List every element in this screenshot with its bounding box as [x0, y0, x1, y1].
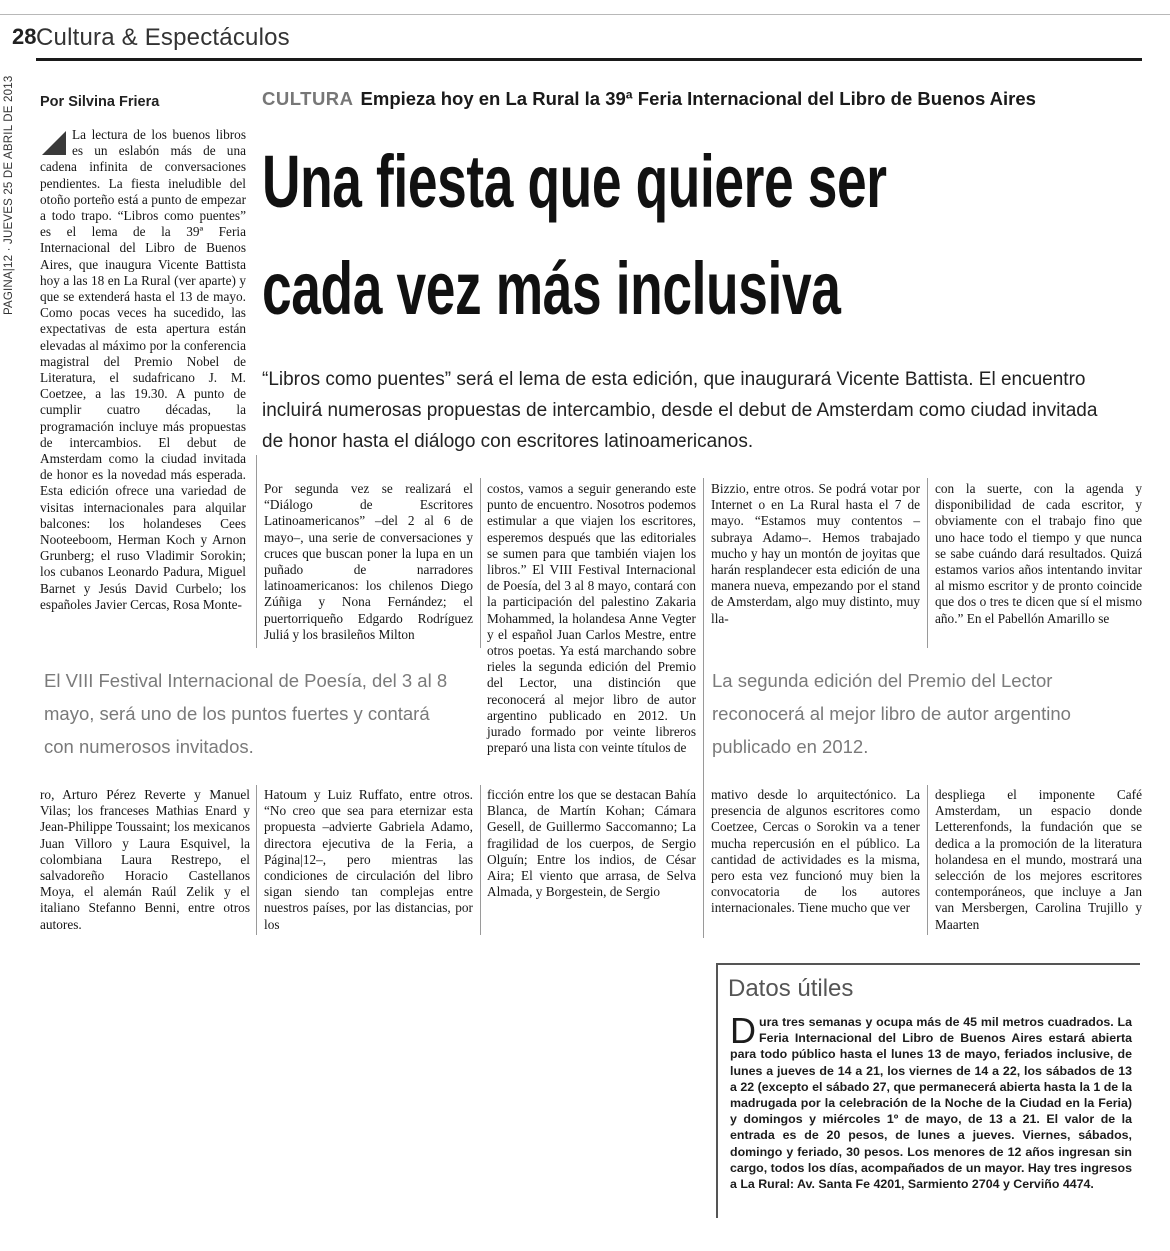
- body-column-2: Por segunda vez se realizará el “Diálogo de Escritores Latinoamericanos” –del 2 al 6 de mayo–, una serie de conversaciones y cruces que buscan poner la lupa en un puñado de narradores latinoamericanos: los chilenos Diego Zúñiga y Nona Fernández; el puertorriqueño Edgardo Rodríguez Juliá y los brasileños Milton: [264, 481, 473, 642]
- subheadline: “Libros como puentes” será el lema de esta edición, que inaugurará Vicente Battista. El encuentro incluirá numerosas propuestas de intercambio, desde el debut de Amsterdam como ciudad invitada de honor hasta el diálogo con escritores latinoamericanos.: [262, 369, 1098, 452]
- sidebar-left-border: [716, 963, 718, 1218]
- body-column-3-continued: ficción entre los que se destacan Bahía Blanca, de Martín Kohan; Cámara Gesell, de Guillermo Saccomanno; La fragilidad de los cuerpos, de Sergio Olguín; Entre los indios, de César Aira; El viento que arrasa, de Selva Almada, y Borgestein, de Sergio: [487, 787, 696, 900]
- body-column-1-continued: ro, Arturo Pérez Reverte y Manuel Vilas; los franceses Mathias Enard y Jean-Philippe Toussaint; los mexicanos Juan Villoro y Laura Esquivel, la colombiana Laura Restrepo, el salvadoreño Horacio Castellanos Moya, el alemán Raúl Zelik y el italiano Stefanno Benni, entre otros autores.: [40, 787, 250, 932]
- pull-quote-right: La segunda edición del Premio del Lector reconocerá al mejor libro de autor argentino publicado en 2012.: [712, 670, 1071, 757]
- sidebar-dropcap: D: [730, 1010, 756, 1051]
- column-rule: [256, 785, 257, 935]
- body-column-1: [40, 127, 246, 613]
- body-column-1-text: La lectura de los buenos libros es un eslabón más de una cadena infinita de conversaciones pendientes. La fiesta ineludible del otoño porteño está a punto de empezar a todo trapo. “Libros como puentes” es el lema de la 39ª Feria Internacional del Libro de Buenos Aires, que inaugura Vicente Battista hoy a las 18 en La Rural (ver aparte) y que se extenderá hasta el 13 de mayo. Como pocas veces ha sucedido, las expectativas de esta apertura están elevadas al máximo por la conferencia magistral del Premio Nobel de Literatura, el sudafricano J. M. Coetzee, a las 19.30. A punto de cumplir cuatro décadas, la programación incluye más propuestas de intercambios. El debut de Amsterdam como la ciudad invitada de honor es la novedad más esperada. Esta edición ofrece una variedad de visitas internacionales para alquilar balcones: los holandeses Cees Nooteeboom, Herman Koch y Arnon Grunberg; el ruso Vladimir Sorokin; los cubanos Leonardo Padura, Miguel Barnet y Jesús David Curbelo; los españoles Javier Cercas, Rosa Monte-: [40, 127, 246, 612]
- column-rule: [703, 478, 704, 938]
- header-rule: [36, 58, 1142, 61]
- column-rule: [927, 785, 928, 935]
- body-column-4: Bizzio, entre otros. Se podrá votar por Internet o en La Rural hasta el 7 de mayo. “Estamos muy contentos –subraya Adamo–. Hemos trabajado mucho y hay un montón de joyitas que harán resplandecer esta edición de una manera nueva, empezando por el stand de Amsterdam, algo muy distinto, muy lla-: [711, 481, 920, 626]
- triangle-mark-icon: [40, 130, 68, 156]
- body-column-3: costos, vamos a seguir generando este punto de encuentro. Nosotros podemos estimular a que viajen los escritores, esperemos después que las editoriales se sumen para que también viajen los libros.” El VIII Festival Internacional de Poesía, del 3 al 8 mayo, contará con la participación del palestino Zakaria Mohammed, la holandesa Anne Vegter y el español Juan Carlos Mestre, entre otros poetas. Ya está marchando sobre rieles la segunda edición del Premio del Lector, una distinción que reconocerá al mejor libro de autor argentino publicado en 2012. Un jurado formado por veinte libreros preparó una lista con veinte títulos de: [487, 481, 696, 756]
- sidebar-text: [730, 1010, 1132, 1192]
- page-number: 28: [12, 24, 37, 49]
- byline: Por Silvina Friera: [40, 94, 160, 110]
- pull-quote-left: El VIII Festival Internacional de Poesía, del 3 al 8 mayo, será uno de los puntos fuertes y contará con numerosos invitados.: [44, 670, 448, 757]
- kicker-text: Empieza hoy en La Rural la 39ª Feria Internacional del Libro de Buenos Aires: [360, 88, 1036, 109]
- section-name: Cultura & Espectáculos: [36, 24, 290, 51]
- column-rule: [927, 478, 928, 648]
- body-column-2-continued: Hatoum y Luiz Ruffato, entre otros. “No creo que sea para eternizar esta propuesta –advierte Gabriela Adamo, directora ejecutiva de la Feria, a Página|12–, pero mientras las condiciones de circulación del libro sigan siendo tan complejas entre nuestros países, por las distancias, por los: [264, 787, 473, 932]
- sidebar-title: Datos útiles: [728, 975, 854, 1002]
- dateline: PAGINA|12 · JUEVES 25 DE ABRIL DE 2013: [3, 75, 15, 315]
- headline: [262, 128, 896, 342]
- body-column-5: con la suerte, con la agenda y disponibilidad de cada escritor, y obviamente con el trabajo fino que uno hace todo el tiempo y que nunca se sabe cuándo dará resultados. Quizá estamos varios años intentando invitar al mismo escritor y de pronto coincide que dos o tres te dicen que sí el mismo año.” En el Pabellón Amarillo se: [935, 481, 1142, 626]
- body-column-4-continued: mativo desde lo arquitectónico. La presencia de algunos escritores como Coetzee, Cercas o Sorokin va a tener mucha repercusión en el público. La cantidad de actividades es la misma, pero esta vez funcionó muy bien la convocatoria de los autores internacionales. Tiene mucho que ver: [711, 787, 920, 916]
- sidebar-body: ura tres semanas y ocupa más de 45 mil metros cuadrados. La Feria Internacional del Libro de Buenos Aires estará abierta para todo público hasta el lunes 13 de mayo, feriados inclusive, de lunes a jueves de 14 a 21, los viernes de 14 a 22, los sábados de 13 a 22 (excepto el sábado 27, que permanecerá abierta hasta la 1 de la madrugada por la celebración de la Noche de la Ciudad en la Feria) y domingos y miércoles 1º de mayo, de 13 a 21. El valor de la entrada es de 20 pesos, de lunes a jueves. Viernes, sábados, domingo y feriado, 30 pesos. Los menores de 12 años ingresan sin cargo, todos los días, acompañados de un mayor. Hay tres ingresos a La Rural: Av. Santa Fe 4201, Sarmiento 2704 y Cerviño 4474.: [730, 1015, 1132, 1192]
- column-rule: [256, 455, 257, 648]
- kicker: [262, 88, 1036, 110]
- body-column-5-continued: despliega el imponente Café Amsterdam, un espacio donde Letterenfonds, la fundación que se dedica a la promoción de la literatura holandesa en el mundo, mostrará una selección de los mejores escritores contemporáneos, que incluye a Jan van Mersbergen, Carolina Trujillo y Maarten: [935, 787, 1142, 932]
- headline-line-1: Una fiesta que quiere ser: [262, 140, 887, 223]
- column-rule: [480, 478, 481, 648]
- column-rule: [480, 785, 481, 935]
- top-rule: [0, 14, 1170, 15]
- sidebar-top-border: [716, 963, 1140, 965]
- kicker-tag: CULTURA: [262, 88, 354, 109]
- headline-line-2: cada vez más inclusiva: [262, 247, 841, 330]
